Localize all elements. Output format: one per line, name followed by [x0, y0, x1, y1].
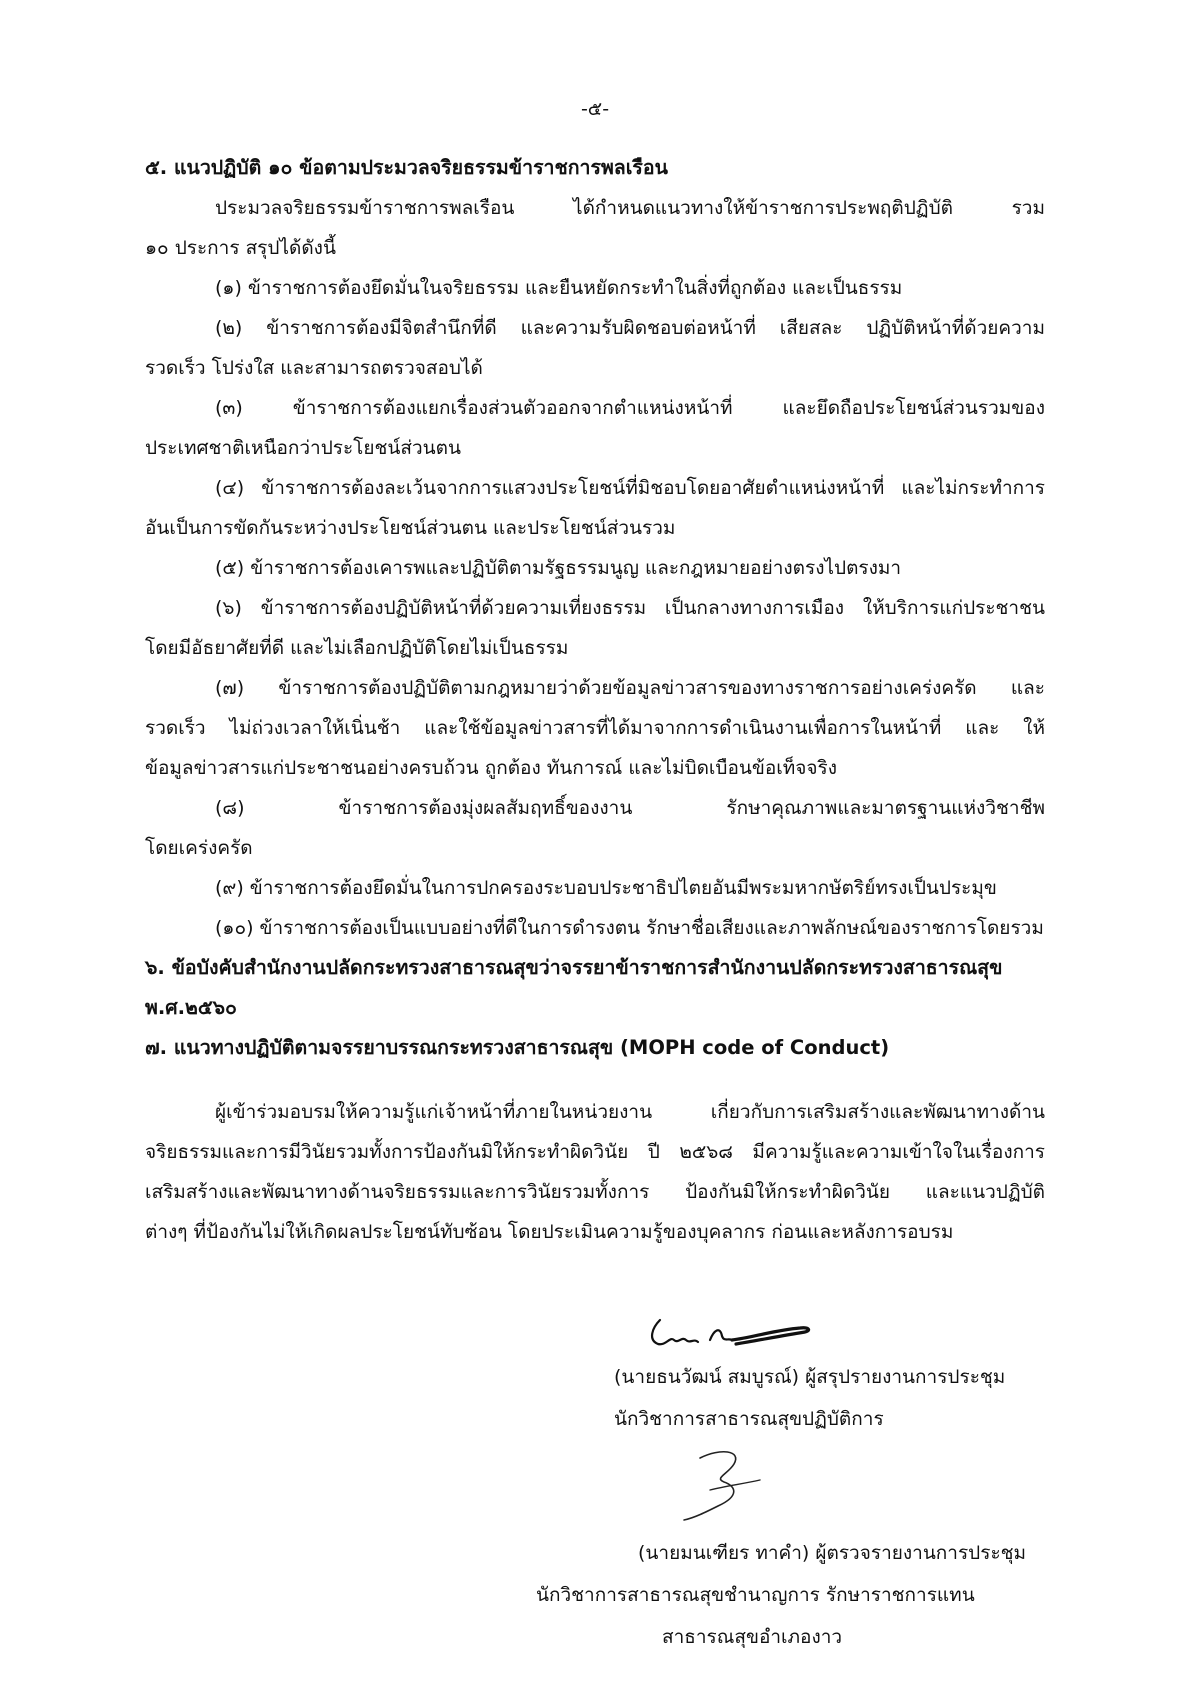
list-item-2: (๒) ข้าราชการต้องมีจิตสำนึกที่ดี และความรับผิดชอบต่อหน้าที่ เสียสละ ปฏิบัติหน้าที่ด้วยความ	[215, 317, 1045, 339]
section-7-body-line2: จริยธรรมและการมีวินัยรวมทั้งการป้องกันมิให้กระทำผิดวินัย ปี ๒๕๖๘ มีความรู้และความเข้าใจในเรื่องการ	[145, 1141, 1045, 1163]
reviewer-position: นักวิชาการสาธารณสุขชำนาญการ รักษาราชการแทน	[536, 1584, 975, 1606]
section-6-heading: ๖. ข้อบังคับสำนักงานปลัดกระทรวงสาธารณสุขว่าจรรยาข้าราชการสำนักงานปลัดกระทรวงสาธารณสุข	[145, 956, 1003, 979]
section-7-heading: ๗. แนวทางปฏิบัติตามจรรยาบรรณกระทรวงสาธารณสุข (MOPH code of Conduct)	[145, 1036, 890, 1059]
section-7-body-line1: ผู้เข้าร่วมอบรมให้ความรู้แก่เจ้าหน้าที่ภายในหน่วยงาน เกี่ยวกับการเสริมสร้างและพัฒนาทางด้าน	[215, 1101, 1045, 1123]
list-item-3-cont: ประเทศชาติเหนือกว่าประโยชน์ส่วนตน	[145, 437, 461, 459]
signature-reviewer-image	[670, 1440, 780, 1530]
spacer	[145, 1068, 1045, 1092]
list-item-10: (๑๐) ข้าราชการต้องเป็นแบบอย่างที่ดีในการดำรงตน รักษาชื่อเสียงและภาพลักษณ์ของราชการโดยรวม	[215, 917, 1044, 939]
section-5-heading: ๕. แนวปฏิบัติ ๑๐ ข้อตามประมวลจริยธรรมข้าราชการพลเรือน	[145, 156, 668, 179]
list-item-6-cont: โดยมีอัธยาศัยที่ดี และไม่เลือกปฏิบัติโดยไม่เป็นธรรม	[145, 637, 569, 659]
list-item-5: (๕) ข้าราชการต้องเคารพและปฏิบัติตามรัฐธรรมนูญ และกฎหมายอย่างตรงไปตรงมา	[215, 557, 902, 579]
list-item-7-cont2: ข้อมูลข่าวสารแก่ประชาชนอย่างครบถ้วน ถูกต้อง ทันการณ์ และไม่บิดเบือนข้อเท็จจริง	[145, 757, 838, 779]
document-body	[145, 148, 1045, 1252]
list-item-7: (๗) ข้าราชการต้องปฏิบัติตามกฎหมายว่าด้วยข้อมูลข่าวสารของทางราชการอย่างเคร่งครัด และ	[215, 677, 1045, 699]
list-item-3: (๓) ข้าราชการต้องแยกเรื่องส่วนตัวออกจากตำแหน่งหน้าที่ และยึดถือประโยชน์ส่วนรวมของ	[215, 397, 1045, 419]
list-item-6: (๖) ข้าราชการต้องปฏิบัติหน้าที่ด้วยความเที่ยงธรรม เป็นกลางทางการเมือง ให้บริการแก่ประชาชน	[215, 597, 1045, 619]
section-6-heading-cont: พ.ศ.๒๕๖๐	[145, 996, 237, 1019]
signature-reporter-image	[640, 1300, 820, 1360]
list-item-7-cont: รวดเร็ว ไม่ถ่วงเวลาให้เนิ่นช้า และใช้ข้อมูลข่าวสารที่ได้มาจากการดำเนินงานเพื่อการในหน้าที่ และ ให้	[145, 717, 1045, 739]
list-item-8: (๘) ข้าราชการต้องมุ่งผลสัมฤทธิ์ของงาน รักษาคุณภาพและมาตรฐานแห่งวิชาชีพ	[215, 797, 1045, 819]
list-item-1: (๑) ข้าราชการต้องยึดมั่นในจริยธรรม และยืนหยัดกระทำในสิ่งที่ถูกต้อง และเป็นธรรม	[215, 277, 903, 299]
list-item-8-cont: โดยเคร่งครัด	[145, 837, 253, 859]
section-5-intro-line1: ประมวลจริยธรรมข้าราชการพลเรือน ได้กำหนดแนวทางให้ข้าราชการประพฤติปฏิบัติ รวม	[215, 197, 1045, 219]
section-7-body-line3: เสริมสร้างและพัฒนาทางด้านจริยธรรมและการวินัยรวมทั้งการ ป้องกันมิให้กระทำผิดวินัย และแนวปฏิบัติ	[145, 1181, 1045, 1203]
list-item-2-cont: รวดเร็ว โปร่งใส และสามารถตรวจสอบได้	[145, 357, 483, 379]
reporter-position: นักวิชาการสาธารณสุขปฏิบัติการ	[614, 1408, 884, 1430]
reporter-name-role: (นายธนวัฒน์ สมบูรณ์) ผู้สรุปรายงานการประชุม	[614, 1366, 1006, 1388]
list-item-4: (๔) ข้าราชการต้องละเว้นจากการแสวงประโยชน์ที่มิชอบโดยอาศัยตำแหน่งหน้าที่ และไม่กระทำการ	[215, 477, 1045, 499]
section-5-intro-line2: ๑๐ ประการ สรุปได้ดังนี้	[145, 237, 336, 259]
reviewer-name-role: (นายมนเฑียร ทาคำ) ผู้ตรวจรายงานการประชุม	[638, 1542, 1027, 1564]
list-item-4-cont: อันเป็นการขัดกันระหว่างประโยชน์ส่วนตน และประโยชน์ส่วนรวม	[145, 517, 676, 539]
reviewer-office: สาธารณสุขอำเภองาว	[662, 1626, 843, 1648]
list-item-9: (๙) ข้าราชการต้องยึดมั่นในการปกครองระบอบประชาธิปไตยอันมีพระมหากษัตริย์ทรงเป็นประมุข	[215, 877, 997, 899]
section-7-body-line4: ต่างๆ ที่ป้องกันไม่ให้เกิดผลประโยชน์ทับซ้อน โดยประเมินความรู้ของบุคลากร ก่อนและหลังการอบรม	[145, 1221, 954, 1243]
page-number: -๕-	[580, 98, 610, 120]
